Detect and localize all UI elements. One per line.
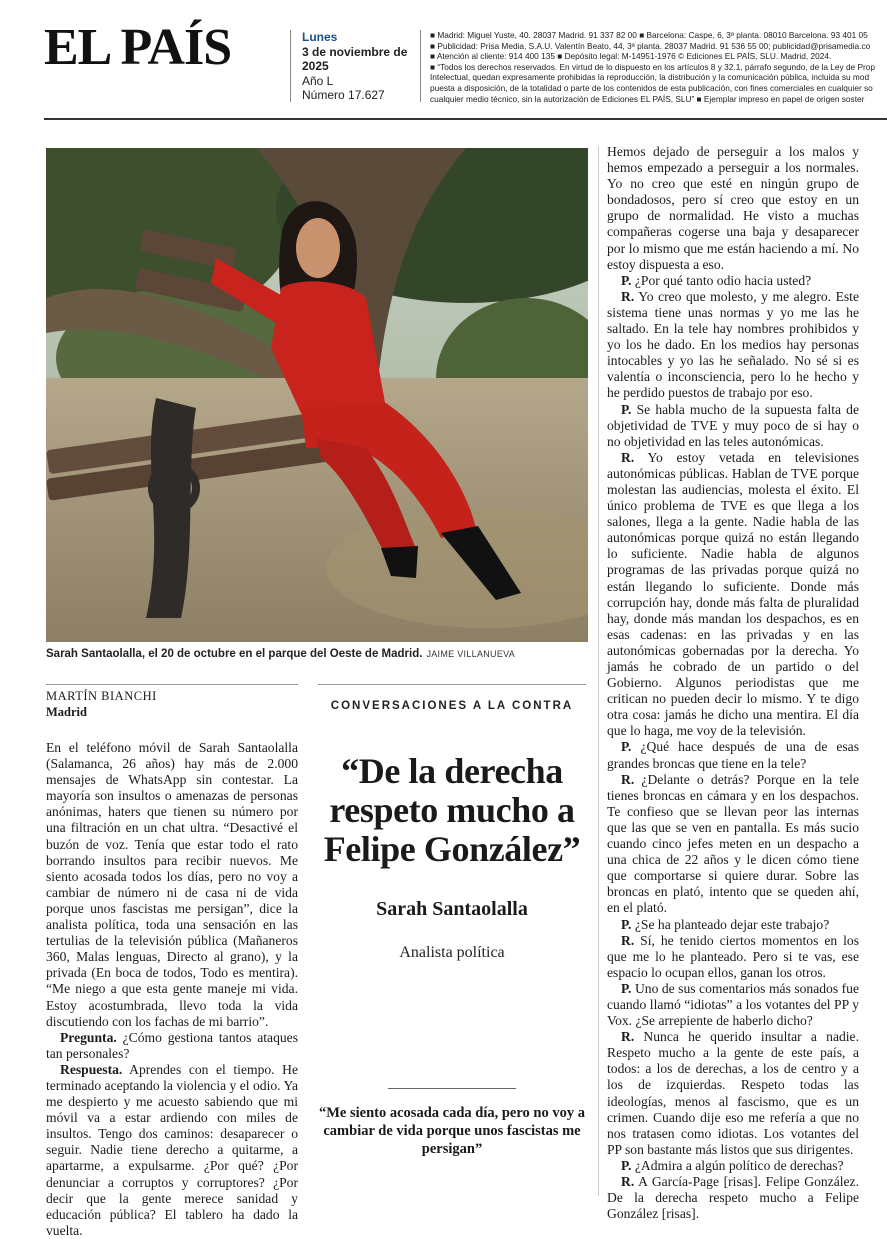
paragraph-lead: P. xyxy=(621,1157,632,1173)
imprint-line: ■ Publicidad: Prisa Media, S.A.U. Valentín Beato, 44, 3ª planta. 28037 Madrid. 91 536 55 00; publicidad@prisamedia.co xyxy=(430,40,871,51)
imprint-line: ■ Madrid: Miguel Yuste, 40. 28037 Madrid. 91 337 82 00 ■ Barcelona: Caspe, 6, 3ª planta. 08010 Barcelona. 93 401 05 xyxy=(430,30,868,40)
paragraph-lead: R. xyxy=(621,1029,635,1045)
paragraph-text: A García-Page [risas]. Felipe González. De la derecha respeto mucho a Felipe González [risas]. xyxy=(607,1174,859,1222)
section-kicker: CONVERSACIONES A LA CONTRA xyxy=(330,700,574,712)
paragraph-lead: R. xyxy=(621,771,635,787)
article-paragraph xyxy=(607,739,859,771)
article-paragraph xyxy=(607,1158,859,1174)
paragraph-text: Yo estoy vetada en televisiones autonómicas públicas. Hablan de TVE porque molestan las audiencias, molesta el éxito. El único problema de TVE es que llega a los salones, llega a la gente. Nadie habla de las autonómicas porque quizá no están llegando lo suficiente. Nadie habla de algunos programas de las privadas porque quizá no están llegando lo suficiente. Donde más corrupción hay, donde más falta de pluralidad hay, donde más mandan los despachos, es en esas cadenas: en las privadas y en las autonómicas gobernadas por la derecha. Yo jamás he cobrado de un partido o del Gobierno. Algunos periodistas que me critican no pueden decir lo mismo. Y te digo otra cosa: jamás he dicho una mentira. El día que lo haga, me voy de la televisión. xyxy=(607,449,859,739)
article-paragraph xyxy=(607,933,859,981)
paragraph-lead: Pregunta. xyxy=(60,1029,117,1045)
column-divider xyxy=(598,146,599,1196)
paragraph-text: Uno de sus comentarios más sonados fue cuando llamó “idiotas” a los votantes del PP y Vox. ¿Se arrepiente de haberlo dicho? xyxy=(607,980,859,1029)
imprint-line: cualquier medio técnico, sin la autorización de Ediciones EL PAÍS, SLU” ■ Ejemplar impreso en papel de origen soster xyxy=(430,93,865,104)
paragraph-lead: P. xyxy=(621,739,632,755)
imprint-line: ■ Atención al cliente: 914 400 135 ■ Depósito legal: M-14951-1976 © Ediciones EL PAÍS, SLU. Madrid, 2024. xyxy=(430,51,832,62)
imprint-block xyxy=(430,30,887,108)
masthead-divider-2 xyxy=(420,30,421,102)
article-paragraph xyxy=(607,981,859,1029)
issue-day: Lunes xyxy=(302,30,338,44)
pullquote: “Me siento acosada cada día, pero no voy a cambiar de vida porque unos fascistas me persigan” xyxy=(319,1105,585,1157)
photo-caption xyxy=(46,648,588,660)
article-paragraph xyxy=(607,289,859,402)
imprint-line: ■ “Todos los derechos reservados. En virtud de lo dispuesto en los artículos 8 y 32.1, párrafo segundo, de la Ley de Prop xyxy=(430,61,876,72)
paragraph-text: Nunca he querido insultar a nadie. Respeto mucho a la gente de este país, a todos: a los de derechas, a los de centro y a los de izquierdas. Respeto todas las ideologías, menos al fascismo, que es un crimen. Cuando dije eso me refería a que no nos tratasen como idiotas. Los votantes del PP son bastante más listos que sus dirigentes. xyxy=(607,1029,859,1157)
paragraph-lead: Respuesta. xyxy=(60,1061,123,1077)
paragraph-lead: P. xyxy=(621,272,632,288)
article-paragraph xyxy=(607,144,859,273)
paragraph-text: ¿Se ha planteado dejar este trabajo? xyxy=(631,916,830,932)
paragraph-lead: P. xyxy=(621,916,632,932)
issue-year: Año L xyxy=(302,73,334,88)
paragraph-lead: P. xyxy=(621,980,632,996)
article-column-left xyxy=(46,740,298,1239)
photo-credit: JAIME VILLANUEVA xyxy=(426,649,516,659)
paragraph-text: ¿Por qué tanto odio hacia usted? xyxy=(631,272,812,288)
paragraph-text: Hemos dejado de perseguir a los malos y hemos empezado a perseguir a los normales. Yo no creo que esté en ningún grupo de bondadosos, pero sí creo que estoy en un grupo de normalidad. He visto a muchas compañeras cogerse una baja y desaparecer por lo mismo que me están haciendo a mí. No estoy dispuesta a eso. xyxy=(607,144,859,272)
paragraph-text: ¿Admira a algún político de derechas? xyxy=(631,1157,844,1173)
paragraph-text: ¿Cómo gestiona tantos ataques tan personales? xyxy=(46,1029,298,1061)
pullquote-rule xyxy=(388,1088,516,1089)
headline-rule xyxy=(318,684,586,685)
paragraph-text: En el teléfono móvil de Sarah Santaolalla (Salamanca, 26 años) hay más de 2.000 mensajes de WhatsApp sin contestar. La mayoría son insultos o amenazas de personas anónimas, haters que tienen su número por una filtración en un chat ultra. “Desactivé el buzón de voz. Tenía que estar todo el rato borrando insultos para recibir nuevos. Me siento acosada todos los días, pero no voy a cambiar de número ni de casa ni de vida porque unos fascistas me persigan”, dice la analista política, toda una sensación en las tertulias de la televisión pública (Mañaneros 360, Malas lenguas, Directo al grano), y la privada (En boca de todos, Todo es mentira). “Me niego a que esta gente maneje mi vida. Estoy acostumbrada, llevo toda la vida discutiendo con los fachas de mi barrio”. xyxy=(46,740,298,1029)
paragraph-text: ¿Delante o detrás? Porque en la tele tienes broncas en cámara y en los despachos. Te confieso que se llevan peor las internas que las que se ven en pantalla. Es más sucio cuando cinco jefes meten en un despacho a una chica de 22 años y le dicen cómo tiene que comportarse si quiere durar. Sobre las broncas en plató, intento que se queden ahí, en el plató. xyxy=(607,771,859,916)
article-paragraph xyxy=(607,450,859,740)
article-paragraph xyxy=(607,1029,859,1158)
byline-city: Madrid xyxy=(46,705,87,719)
paragraph-text: Sí, he tenido ciertos momentos en los que me lo he planteado. Pero si te vas, ese espacio lo ocupan ellos, ganan los otros. xyxy=(607,932,859,980)
article-paragraph xyxy=(46,1062,298,1239)
issue-number: Número 17.627 xyxy=(302,88,385,102)
article-paragraph xyxy=(607,1174,859,1222)
paragraph-lead: R. xyxy=(621,1174,635,1189)
byline xyxy=(46,688,298,720)
paragraph-text: ¿Qué hace después de una de esas grandes broncas que tiene en la tele? xyxy=(607,739,859,771)
masthead-rule xyxy=(44,118,887,120)
paragraph-lead: R. xyxy=(621,449,635,465)
interviewee-name: Sarah Santaolalla xyxy=(376,898,528,920)
article-paragraph xyxy=(607,917,859,933)
paragraph-lead: P. xyxy=(621,401,632,417)
article-column-right xyxy=(607,144,859,1222)
article-paragraph xyxy=(607,273,859,289)
caption-text: Sarah Santaolalla, el 20 de octubre en el parque del Oeste de Madrid. xyxy=(46,648,423,660)
article-headline: “De la derecha respeto mucho a Felipe González” xyxy=(323,751,581,869)
paragraph-lead: R. xyxy=(621,932,635,948)
imprint-line: Intelectual, quedan expresamente prohibidas la reproducción, la distribución y la comunicación pública, incluida su mod xyxy=(430,72,870,83)
paragraph-lead: R. xyxy=(621,288,635,304)
issue-info xyxy=(302,30,417,103)
newspaper-logo: EL PAÍS xyxy=(44,19,232,76)
paragraph-text: Aprendes con el tiempo. He terminado aceptando la violencia y el odio. Ya me despierto y me acuesto sabiendo que mi móvil va a estar ardiendo con miles de insultos. Tengo dos caminos: desaparecer o seguir. Nadie tiene derecho a quitarme, a apartarme, a expulsarme. ¿Por qué? ¿Por denunciar a corruptos y corruptores? ¿Por decir que la gente merece sanidad y educación pública? El tablero ha dado la vuelta. xyxy=(46,1061,298,1238)
article-paragraph xyxy=(46,740,298,1030)
paragraph-text: Se habla mucho de la supuesta falta de objetividad de TVE y muy poco de si hay o no objetividad en las teles autonómicas. xyxy=(607,401,859,449)
park-bench-photo xyxy=(46,148,588,642)
byline-author: MARTÍN BIANCHI xyxy=(46,689,157,703)
masthead-divider xyxy=(290,30,291,102)
paragraph-text: Yo creo que molesto, y me alegro. Este sistema tiene unas normas y yo me las he saltado. En la tele hay nombres prohibidos y yo los he dado. En los medios hay personas intocables y yo las he señalado. No sé si es valentía o inconsciencia, pero lo he hecho y he perdido puestos de trabajo por eso. xyxy=(607,288,859,401)
interviewee-role: Analista política xyxy=(399,944,505,961)
article-paragraph xyxy=(46,1030,298,1062)
article-photo xyxy=(46,148,588,642)
article-paragraph xyxy=(607,772,859,917)
article-paragraph xyxy=(607,402,859,450)
imprint-line: puesta a disposición, de la totalidad o parte de los contenidos de esta publicación, con fines comerciales en cualquier so xyxy=(430,82,873,93)
byline-rule xyxy=(46,684,298,685)
issue-date: 3 de noviembre de 2025 xyxy=(302,44,408,73)
